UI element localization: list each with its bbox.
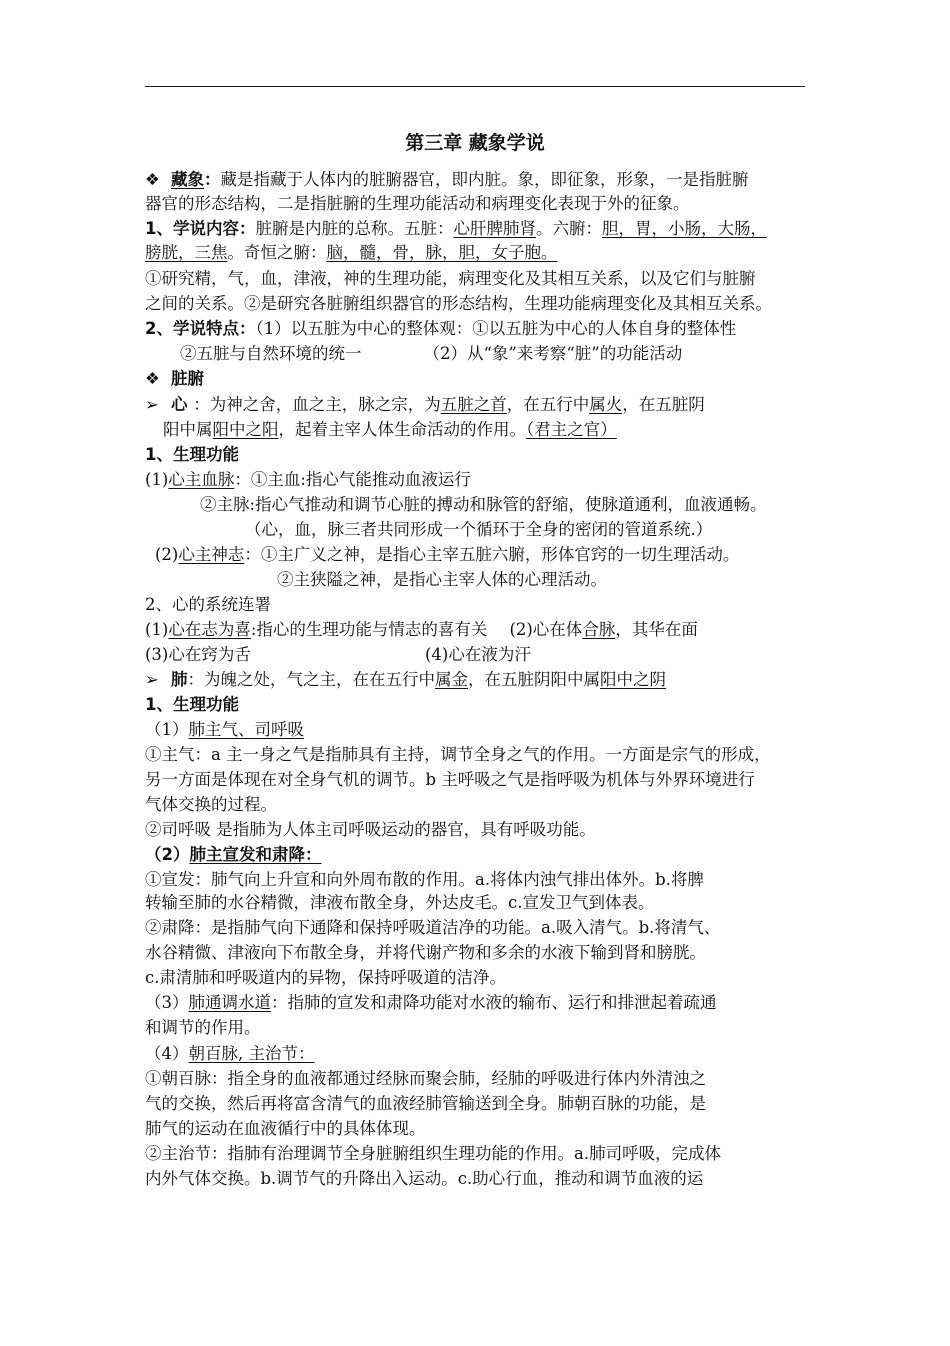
features-line-2: ②五脏与自然环境的统一 （2）从“象”来考察“脏”的功能活动 xyxy=(180,344,683,363)
heart-f1-line-2: ②主脉:指心气推动和调节心脏的搏动和脉管的舒缩，使脉道通利，血液通畅。 xyxy=(200,495,767,514)
arrow-bullet-icon: ➢ xyxy=(145,395,159,414)
lung-f1-line-3: 气体交换的过程。 xyxy=(145,795,277,814)
lung-f2-line-1: ①宣发：肺气向上升宣和向外周布散的作用。a.将体内浊气排出体外。b.将脾 xyxy=(145,870,704,889)
lung-f3-line-1: （3）肺通调水道：指肺的宣发和肃降功能对水液的输布、运行和排泄起着疏通 xyxy=(145,993,717,1012)
lung-f1-line-1: ①主气：a 主一身之气是指肺具有主持，调节全身之气的作用。一方面是宗气的形成， xyxy=(145,745,771,764)
term-zangxiang: 藏象 xyxy=(171,170,204,189)
zangxiang-line-2: 器官的形态结构，二是指脏腑的生理功能活动和病理变化表现于外的征象。 xyxy=(145,194,690,213)
heart-line-2: 阳中属阳中之阳，起着主宰人体生命活动的作用。（君主之官） xyxy=(163,420,617,439)
lung-f1-line-2: 另一方面是体现在对全身气机的调节。b 主呼吸之气是指呼吸为机体与外界环境进行 xyxy=(145,770,755,789)
lung-f4-line-4: ②主治节：指肺有治理调节全身脏腑组织生理功能的作用。a.肺司呼吸，完成体 xyxy=(145,1144,722,1163)
diamond-bullet-icon: ❖ xyxy=(145,170,160,189)
features-line-1: 2、学说特点：（1）以五脏为中心的整体观：①以五脏为中心的人体自身的整体性 xyxy=(145,319,737,338)
content-line-3: ①研究精，气，血，津液，神的生理功能，病理变化及其相互关系，以及它们与脏腑 xyxy=(145,269,756,288)
heart-system-line-2: (3)心在窍为舌 xyxy=(145,645,251,664)
lung-f3-line-2: 和调节的作用。 xyxy=(145,1018,261,1037)
heart-system-line-2b: (4)心在液为汗 xyxy=(425,645,531,664)
arrow-bullet-icon: ➢ xyxy=(145,670,159,689)
heart-f2-line-2: ②主狭隘之神，是指心主宰人体的心理活动。 xyxy=(277,570,607,589)
lung-f4-heading: （4）朝百脉, 主治节： xyxy=(145,1044,315,1063)
header-rule xyxy=(145,86,805,87)
heart-f2-line-1: (2)心主神志：①主广义之神，是指心主宰五脏六腑，形体官窍的一切生理活动。 xyxy=(155,545,740,564)
heart-system-heading: 2、心的系统连署 xyxy=(145,595,271,614)
zangxiang-line-1: ❖ 藏象：藏是指藏于人体内的脏腑器官，即内脏。象，即征象，形象，一是指脏腑 xyxy=(145,170,749,189)
content-line-4: 之间的关系。②是研究各脏腑组织器官的形态结构，生理功能病理变化及其相互关系。 xyxy=(145,294,772,313)
lung-f1-line-4: ②司呼吸 是指肺为人体主司呼吸运动的器官，具有呼吸功能。 xyxy=(145,820,596,839)
lung-f2-line-3: ②肃降：是指肺气向下通降和保持呼吸道洁净的功能。a.吸入清气。b.将清气、 xyxy=(145,918,721,937)
zangfu-heading: ❖ 脏腑 xyxy=(145,369,204,388)
lung-f4-line-3: 肺气的运动在血液循行中的具体体现。 xyxy=(145,1119,426,1138)
heart-f1-line-3: （心，血，脉三者共同形成一个循环于全身的密闭的管道系统.） xyxy=(245,520,713,539)
lung-f2-line-5: c.肃清肺和呼吸道内的异物，保持呼吸道的洁净。 xyxy=(145,968,506,987)
lung-f4-line-5: 内外气体交换。b.调节气的升降出入运动。c.助心行血，推动和调节血液的运 xyxy=(145,1169,704,1188)
lung-f1-heading: （1）肺主气、司呼吸 xyxy=(145,720,304,739)
content-line-2: 膀胱，三焦。奇恒之腑：脑，髓，骨，脉，胆，女子胞。 xyxy=(145,243,558,262)
lung-f4-line-1: ①朝百脉：指全身的血液都通过经脉而聚会肺，经肺的呼吸进行体内外清浊之 xyxy=(145,1069,706,1088)
heart-f1-line-1: (1)心主血脉：①主血:指心气能推动血液运行 xyxy=(145,470,471,489)
heart-function-heading: 1、生理功能 xyxy=(145,445,239,464)
diamond-bullet-icon: ❖ xyxy=(145,369,160,388)
heart-system-line-1: (1)心在志为喜:指心的生理功能与情志的喜有关 (2)心在体合脉，其华在面 xyxy=(145,620,698,639)
lung-line-1: ➢ 肺：为魄之处，气之主，在在五行中属金，在五脏阴阳中属阳中之阴 xyxy=(145,670,666,689)
lung-f2-line-2: 转输至肺的水谷精微，津液布散全身，外达皮毛。c.宣发卫气到体表。 xyxy=(145,893,655,912)
lung-function-heading: 1、生理功能 xyxy=(145,695,239,714)
content-line-1: 1、学说内容：脏腑是内脏的总称。五脏：心肝脾肺肾。六腑：胆，胃，小肠，大肠， xyxy=(145,219,767,238)
lung-f2-heading: （2）肺主宣发和肃降： xyxy=(145,845,322,864)
chapter-title: 第三章 藏象学说 xyxy=(405,132,545,154)
lung-f2-line-4: 水谷精微、津液向下布散全身，并将代谢产物和多余的水液下输到肾和膀胱。 xyxy=(145,943,706,962)
heart-line-1: ➢ 心 ：为神之舍，血之主，脉之宗，为五脏之首，在五行中属火，在五脏阴 xyxy=(145,395,705,414)
lung-f4-line-2: 气的交换，然后再将富含清气的血液经肺管输送到全身。肺朝百脉的功能，是 xyxy=(145,1094,706,1113)
